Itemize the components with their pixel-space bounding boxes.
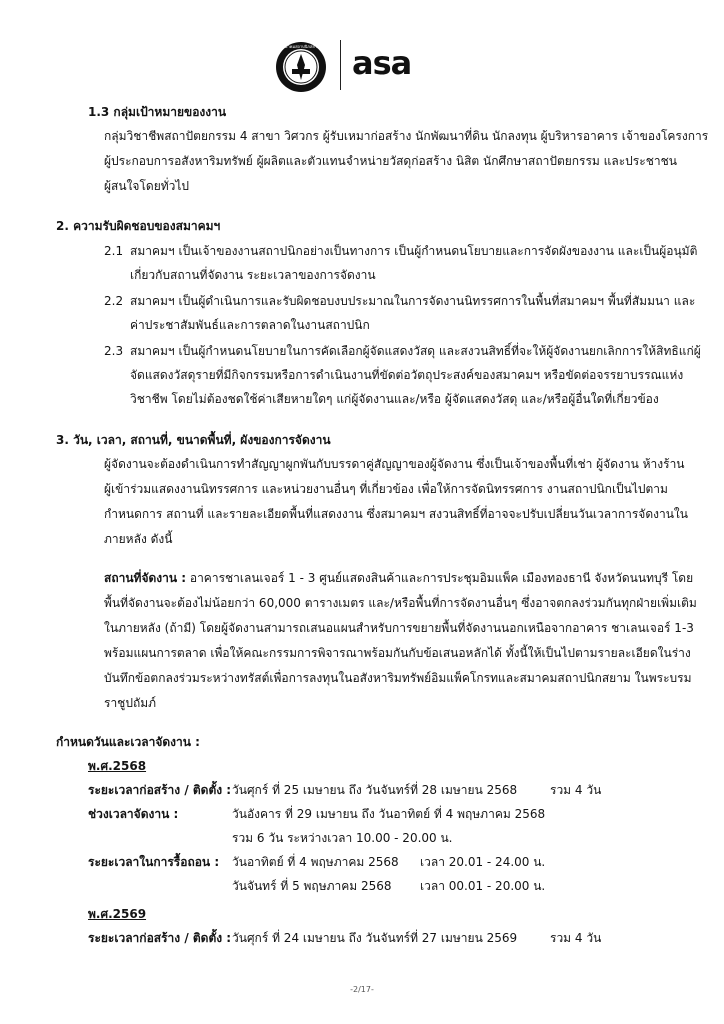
- section-3-title: 3. วัน, เวลา, สถานที่, ขนาดพื้นที่, ผังของการจัดงาน: [56, 433, 331, 447]
- section-2-title: 2. ความรับผิดชอบของสมาคมฯ: [56, 219, 221, 233]
- year-2568: พ.ศ.2568: [88, 759, 147, 773]
- show-value-2: รวม 6 วัน ระหว่างเวลา 10.00 - 20.00 น.: [232, 831, 453, 845]
- section-3-line: ผู้จัดงานจะต้องดำเนินการทำสัญญาผูกพันกับบรรดาคู่สัญญาของผู้จัดงาน ซึ่งเป็นเจ้าของพื้นที่เช่า ผู้จัดงาน ห้างร้าน: [104, 457, 685, 471]
- schedule-row-build-2568: [88, 778, 648, 802]
- venue-line: ในภายหลัง (ถ้ามี) โดยผู้จัดงานสามารถเสนอแผนสำหรับการขยายพื้นที่จัดงานนอกเหนือจากอาคาร ชาเลนเจอร์ 1-3: [104, 621, 694, 635]
- venue-text: อาคารชาเลนเจอร์ 1 - 3 ศูนย์แสดงสินค้าและการประชุมอิมแพ็ค เมืองทองธานี จังหวัดนนทบุรี โดย: [186, 571, 694, 585]
- header-divider: [340, 40, 341, 90]
- item-line: สมาคมฯ เป็นเจ้าของงานสถาปนิกอย่างเป็นทางการ เป็นผู้กำหนดนโยบายและการจัดผังของงาน และเป็นผู้อนุมัติ: [130, 244, 698, 258]
- schedule-row-dismantle2-2568: [88, 874, 648, 898]
- section-1-3-line: กลุ่มวิชาชีพสถาปัตยกรรม 4 สาขา วิศวกร ผู้รับเหมาก่อสร้าง นักพัฒนาที่ดิน นักลงทุน ผู้บริหารอาคาร เจ้าของโครงการ: [104, 129, 709, 143]
- schedule-title: กำหนดวันและเวลาจัดงาน :: [56, 735, 200, 749]
- venue-line: พร้อมแผนการตลาด เพื่อให้คณะกรรมการพิจารณาพร้อมกันกับข้อเสนอหลักได้ ทั้งนี้ให้เป็นไปตามรายละเอียดในร่าง: [104, 646, 691, 660]
- year-2569: พ.ศ.2569: [88, 907, 147, 921]
- page-number: -2/17-: [350, 985, 374, 994]
- build-total: รวม 4 วัน: [550, 783, 602, 797]
- schedule-row-build-2569: [88, 926, 648, 950]
- section-3-line: กำหนดการ สถานที่ และรายละเอียดพื้นที่แสดงงาน ซึ่งสมาคมฯ สงวนสิทธิ์ที่อาจจะปรับเปลี่ยนวันเวลาการจัดงานใน: [104, 507, 688, 521]
- item-line: จัดแสดงวัสดุรายที่มีกิจกรรมหรือการดำเนินงานที่ขัดต่อวัตถุประสงค์ของสมาคมฯ หรือขัดต่อจรรยาบรรณแห่ง: [130, 368, 684, 382]
- schedule-row-show-2568: [88, 802, 648, 826]
- build-label: ระยะเวลาก่อสร้าง / ติดตั้ง :: [88, 931, 232, 945]
- asa-logo-text: asa: [352, 50, 412, 78]
- venue-line: [104, 566, 693, 591]
- item-line: สมาคมฯ เป็นผู้ดำเนินการและรับผิดชอบงบประมาณในการจัดงานนิทรรศการในพื้นที่สมาคมฯ พื้นที่สัมมนา และ: [130, 294, 696, 308]
- dismantle-day-1: วันอาทิตย์ ที่ 4 พฤษภาคม 2568: [232, 855, 399, 869]
- item-number: 2.3: [104, 344, 124, 358]
- item-number: 2.2: [104, 294, 124, 308]
- asa-seal-icon: [275, 41, 327, 93]
- section-1-3-title: 1.3 กลุ่มเป้าหมายของงาน: [88, 105, 227, 119]
- asa-logo: [352, 50, 432, 78]
- item-line: วิชาชีพ โดยไม่ต้องชดใช้ค่าเสียหายใดๆ แก่ผู้จัดงานและ/หรือ ผู้จัดแสดงวัสดุ และ/หรือผู้อื่นใดที่เกี่ยวข้อง: [130, 392, 659, 406]
- seal-text: สมาคมสถาปนิกสยาม: [282, 44, 320, 49]
- build-label: ระยะเวลาก่อสร้าง / ติดตั้ง :: [88, 783, 232, 797]
- show-value: วันอังคาร ที่ 29 เมษายน ถึง วันอาทิตย์ ที่ 4 พฤษภาคม 2568: [232, 807, 546, 821]
- dismantle-time-2: เวลา 00.01 - 20.00 น.: [420, 879, 546, 893]
- venue-line: ราชูปถัมภ์: [104, 696, 157, 710]
- build-value: วันศุกร์ ที่ 25 เมษายน ถึง วันจันทร์ที่ 28 เมษายน 2568: [232, 783, 518, 797]
- build-total: รวม 4 วัน: [550, 931, 602, 945]
- schedule-row-dismantle-2568: [88, 850, 648, 874]
- item-line: ค่าประชาสัมพันธ์และการตลาดในงานสถาปนิก: [130, 318, 370, 332]
- dismantle-time-1: เวลา 20.01 - 24.00 น.: [420, 855, 546, 869]
- page-header: [0, 36, 724, 92]
- section-3-line: ภายหลัง ดังนี้: [104, 532, 173, 546]
- section-1-3-line: ผู้สนใจโดยทั่วไป: [104, 179, 190, 193]
- venue-line: บันทึกข้อตกลงร่วมระหว่างทรัสต์เพื่อการลงทุนในอสังหาริมทรัพย์อิมแพ็คโกรทและสมาคมสถาปนิกสยาม ในพระบรม: [104, 671, 692, 685]
- item-line: สมาคมฯ เป็นผู้กำหนดนโยบายในการคัดเลือกผู้จัดแสดงวัสดุ และสงวนสิทธิ์ที่จะให้ผู้จัดงานยกเลิกการให้สิทธิแก่ผู้: [130, 344, 701, 358]
- venue-line: พื้นที่จัดงานจะต้องไม่น้อยกว่า 60,000 ตารางเมตร และ/หรือพื้นที่การจัดงานอื่นๆ ซึ่งอาจตกลงร่วมกันทุกฝ่ายเพิ่มเติม: [104, 596, 697, 610]
- dismantle-day-2: วันจันทร์ ที่ 5 พฤษภาคม 2568: [232, 879, 392, 893]
- dismantle-label: ระยะเวลาในการรื้อถอน :: [88, 855, 220, 869]
- build-value: วันศุกร์ ที่ 24 เมษายน ถึง วันจันทร์ที่ 27 เมษายน 2569: [232, 931, 518, 945]
- section-1-3-line: ผู้ประกอบการอสังหาริมทรัพย์ ผู้ผลิตและตัวแทนจำหน่ายวัสดุก่อสร้าง นิสิต นักศึกษาสถาปัตยกรรม และประชาชน: [104, 154, 677, 168]
- venue-label: สถานที่จัดงาน :: [104, 571, 187, 585]
- section-3-line: ผู้เข้าร่วมแสดงงานนิทรรศการ และหน่วยงานอื่นๆ ที่เกี่ยวข้อง เพื่อให้การจัดนิทรรศการ งานสถาปนิกเป็นไปตาม: [104, 482, 668, 496]
- item-number: 2.1: [104, 244, 124, 258]
- schedule-row-show2-2568: [88, 826, 648, 850]
- show-label: ช่วงเวลาจัดงาน :: [88, 807, 179, 821]
- item-line: เกี่ยวกับสถานที่จัดงาน ระยะเวลาของการจัดงาน: [130, 268, 376, 282]
